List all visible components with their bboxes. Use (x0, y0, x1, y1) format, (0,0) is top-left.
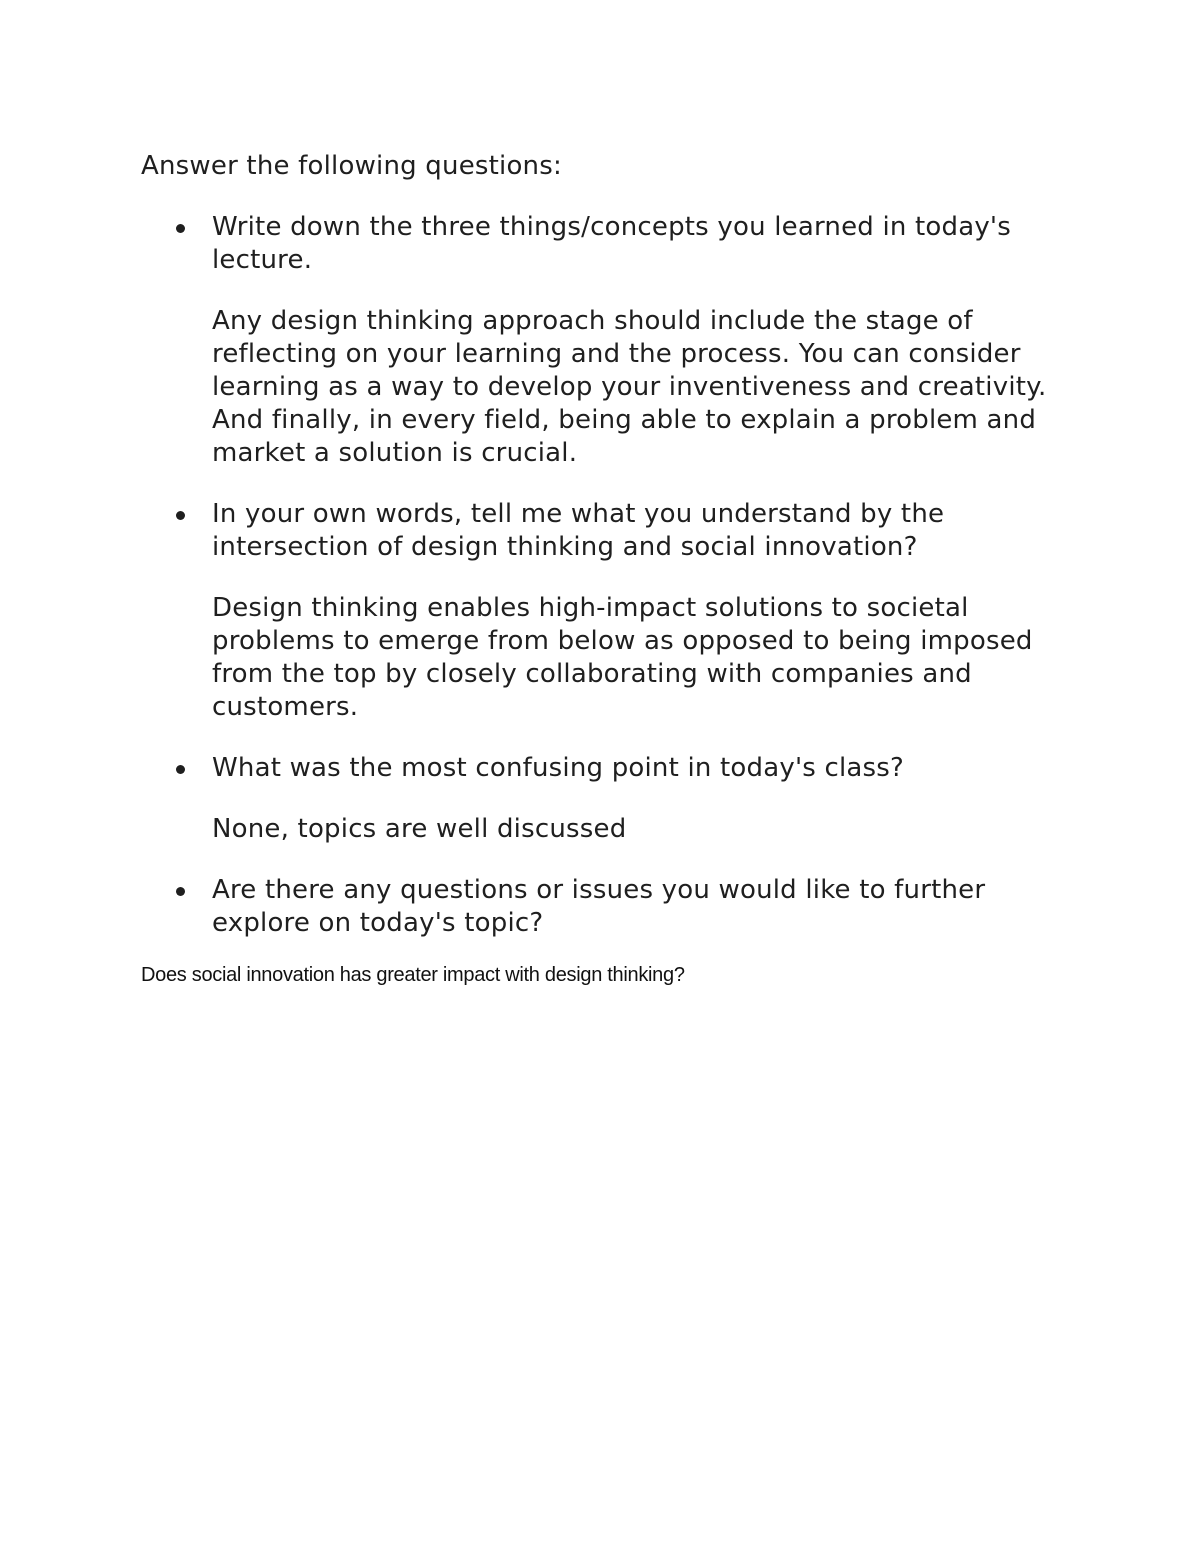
intro-heading: Answer the following questions: (141, 151, 562, 181)
answer-text: Design thinking enables high-impact solutions to societal problems to emerge from below as opposed to being imposed from the top by closely collaborating with companies and customers. (212, 593, 1033, 722)
answer-text: None, topics are well discussed (212, 814, 627, 844)
question-text: In your own words, tell me what you understand by the intersection of design thinking and social innovation? (212, 499, 945, 562)
question-list (141, 211, 1081, 940)
list-item (141, 211, 1081, 470)
document-body (141, 150, 1081, 994)
list-item (141, 498, 1081, 724)
answer-text: Any design thinking approach should include the stage of reflecting on your learning and the process. You can consider learning as a way to develop your inventiveness and creativity. And finally, in every field, being able to explain a problem and market a solution is crucial. (212, 306, 1047, 468)
question-text: Write down the three things/concepts you learned in today's lecture. (212, 212, 1012, 275)
bullet-icon (176, 511, 185, 520)
question-text: What was the most confusing point in today's class? (212, 753, 905, 783)
question-text: Are there any questions or issues you would like to further explore on today's topic? (212, 875, 986, 938)
list-item (141, 752, 1081, 846)
bullet-icon (176, 887, 185, 896)
footer-question: Does social innovation has greater impact with design thinking? (141, 964, 685, 986)
bullet-icon (176, 224, 185, 233)
list-item (141, 874, 1081, 940)
bullet-icon (176, 765, 185, 774)
